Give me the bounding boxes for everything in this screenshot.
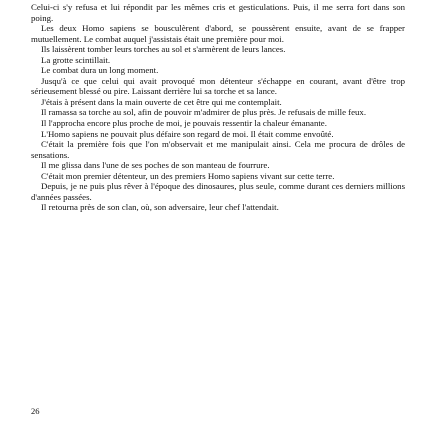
paragraph: Depuis, je ne puis plus rêver à l'époque des dinosaures, plus seule, comme durant ces derniers millions d'années passées.: [31, 181, 405, 202]
paragraph: C'était la première fois que l'on m'observait et me manipulait ainsi. Cela me procura de drôles de sensations.: [31, 139, 405, 160]
paragraph: Ils laissèrent tomber leurs torches au sol et s'armèrent de leurs lances.: [41, 44, 286, 55]
paragraph: La grotte scintillait.: [41, 54, 111, 65]
paragraph: Il ramassa sa torche au sol, afin de pouvoir m'admirer de plus près. Je refusais de mille feux.: [41, 107, 367, 118]
paragraph: Celui-ci s'y refusa et lui répondit par les mêmes cris et gesticulations. Puis, il me serra fort dans son poing.: [31, 2, 405, 23]
paragraph: Il me glissa dans l'une de ses poches de son manteau de fourrure.: [41, 160, 270, 171]
page-number: 26: [31, 406, 40, 416]
paragraph: Le combat dura un long moment.: [41, 65, 159, 76]
body-text: [31, 2, 405, 213]
paragraph: C'était mon premier détenteur, un des premiers Homo sapiens vivant sur cette terre.: [41, 170, 335, 181]
paragraph: L'Homo sapiens ne pouvait plus défaire son regard de moi. Il était comme envoûté.: [41, 128, 334, 139]
paragraph: Jusqu'à ce que celui qui avait provoqué mon détenteur s'échappe en courant, avant d'être trop sérieusement blessé ou pire. Laissant derrière lui sa torche et sa lance.: [31, 75, 405, 97]
paragraph: Il retourna près de son clan, où, son adversaire, leur chef l'attendait.: [41, 202, 279, 213]
paragraph: Il l'approcha encore plus proche de moi, je pouvais ressentir la chaleur émanante.: [41, 118, 327, 129]
paragraph: Les deux Homo sapiens se bousculèrent d'abord, se poussèrent ensuite, avant de se frapper mutuellement. Le combat auquel j'assistais était une première pour moi.: [31, 23, 405, 44]
paragraph: J'étais à présent dans la main ouverte de cet être qui me contemplait.: [41, 96, 282, 107]
